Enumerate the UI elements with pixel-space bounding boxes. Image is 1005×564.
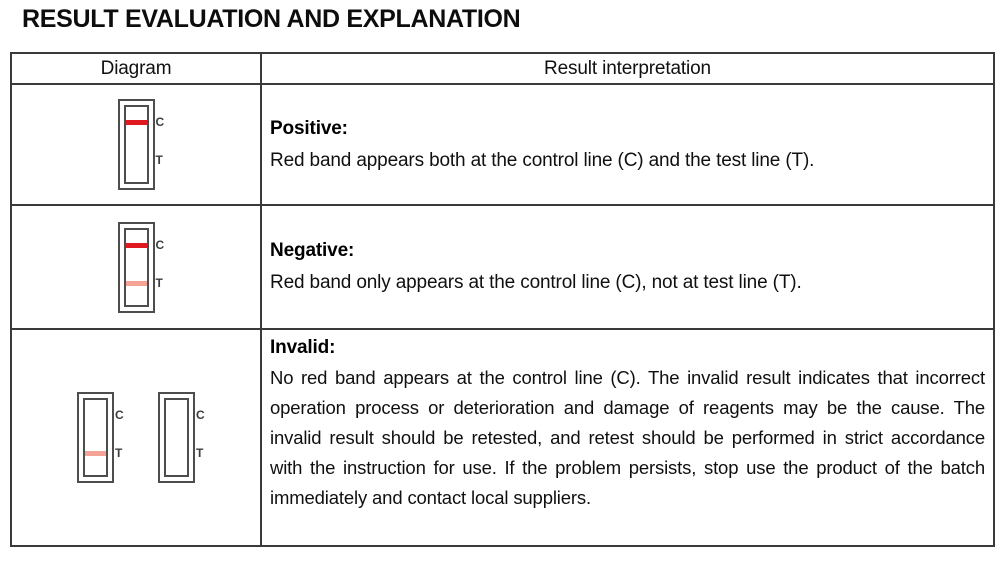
test-line-band	[126, 281, 147, 286]
control-line-label: C	[115, 408, 124, 422]
interpretation-cell-positive	[261, 84, 994, 205]
control-line-label: C	[155, 237, 165, 252]
test-line-label: T	[196, 446, 204, 460]
control-line-band	[126, 243, 147, 248]
table-row-positive	[11, 84, 994, 205]
test-line-label: T	[155, 275, 163, 290]
test-line-label: T	[115, 446, 123, 460]
table-row-negative	[11, 205, 994, 329]
column-header-interpretation: Result interpretation	[261, 53, 994, 84]
cassette-group-negative	[12, 206, 260, 328]
result-table	[10, 52, 995, 547]
test-line-band	[85, 451, 106, 456]
test-cassette-invalid-2	[158, 392, 205, 483]
cassette-window	[164, 398, 189, 477]
result-description-invalid: No red band appears at the control line (C). The invalid result indicates that incorrect operation process or deterioration and damage of reagents may be the cause. The invalid result should be retested, and retest should be performed in strict accordance with the instruction for use. If the problem persists, stop use the product of the batch immediately and contact local suppliers.	[270, 367, 985, 508]
page-title: RESULT EVALUATION AND EXPLANATION	[22, 5, 521, 33]
cassette-window	[124, 105, 149, 184]
cassette-group-positive	[12, 85, 260, 204]
interpretation-cell-negative	[261, 205, 994, 329]
test-line-label: T	[155, 153, 163, 167]
test-cassette-invalid-1	[77, 392, 124, 483]
control-line-label: C	[196, 408, 205, 422]
test-cassette-negative	[118, 222, 165, 313]
cassette-group-invalid	[12, 330, 260, 545]
diagram-cell-positive	[11, 84, 261, 205]
control-line-band	[126, 120, 147, 125]
test-cassette-positive	[118, 99, 165, 190]
cassette-window	[83, 398, 108, 477]
result-heading-invalid: Invalid:	[270, 337, 336, 358]
column-header-diagram: Diagram	[11, 53, 261, 84]
table-header-row	[11, 53, 994, 84]
interpretation-cell-invalid	[261, 329, 994, 546]
result-heading-positive: Positive:	[270, 117, 348, 139]
result-heading-negative: Negative:	[270, 240, 355, 261]
result-description-positive: Red band appears both at the control line (C) and the test line (T).	[270, 149, 815, 171]
table-row-invalid	[11, 329, 994, 546]
diagram-cell-invalid	[11, 329, 261, 546]
result-description-negative: Red band only appears at the control line (C), not at test line (T).	[270, 272, 802, 293]
diagram-cell-negative	[11, 205, 261, 329]
control-line-label: C	[155, 115, 165, 129]
cassette-window	[124, 228, 149, 307]
